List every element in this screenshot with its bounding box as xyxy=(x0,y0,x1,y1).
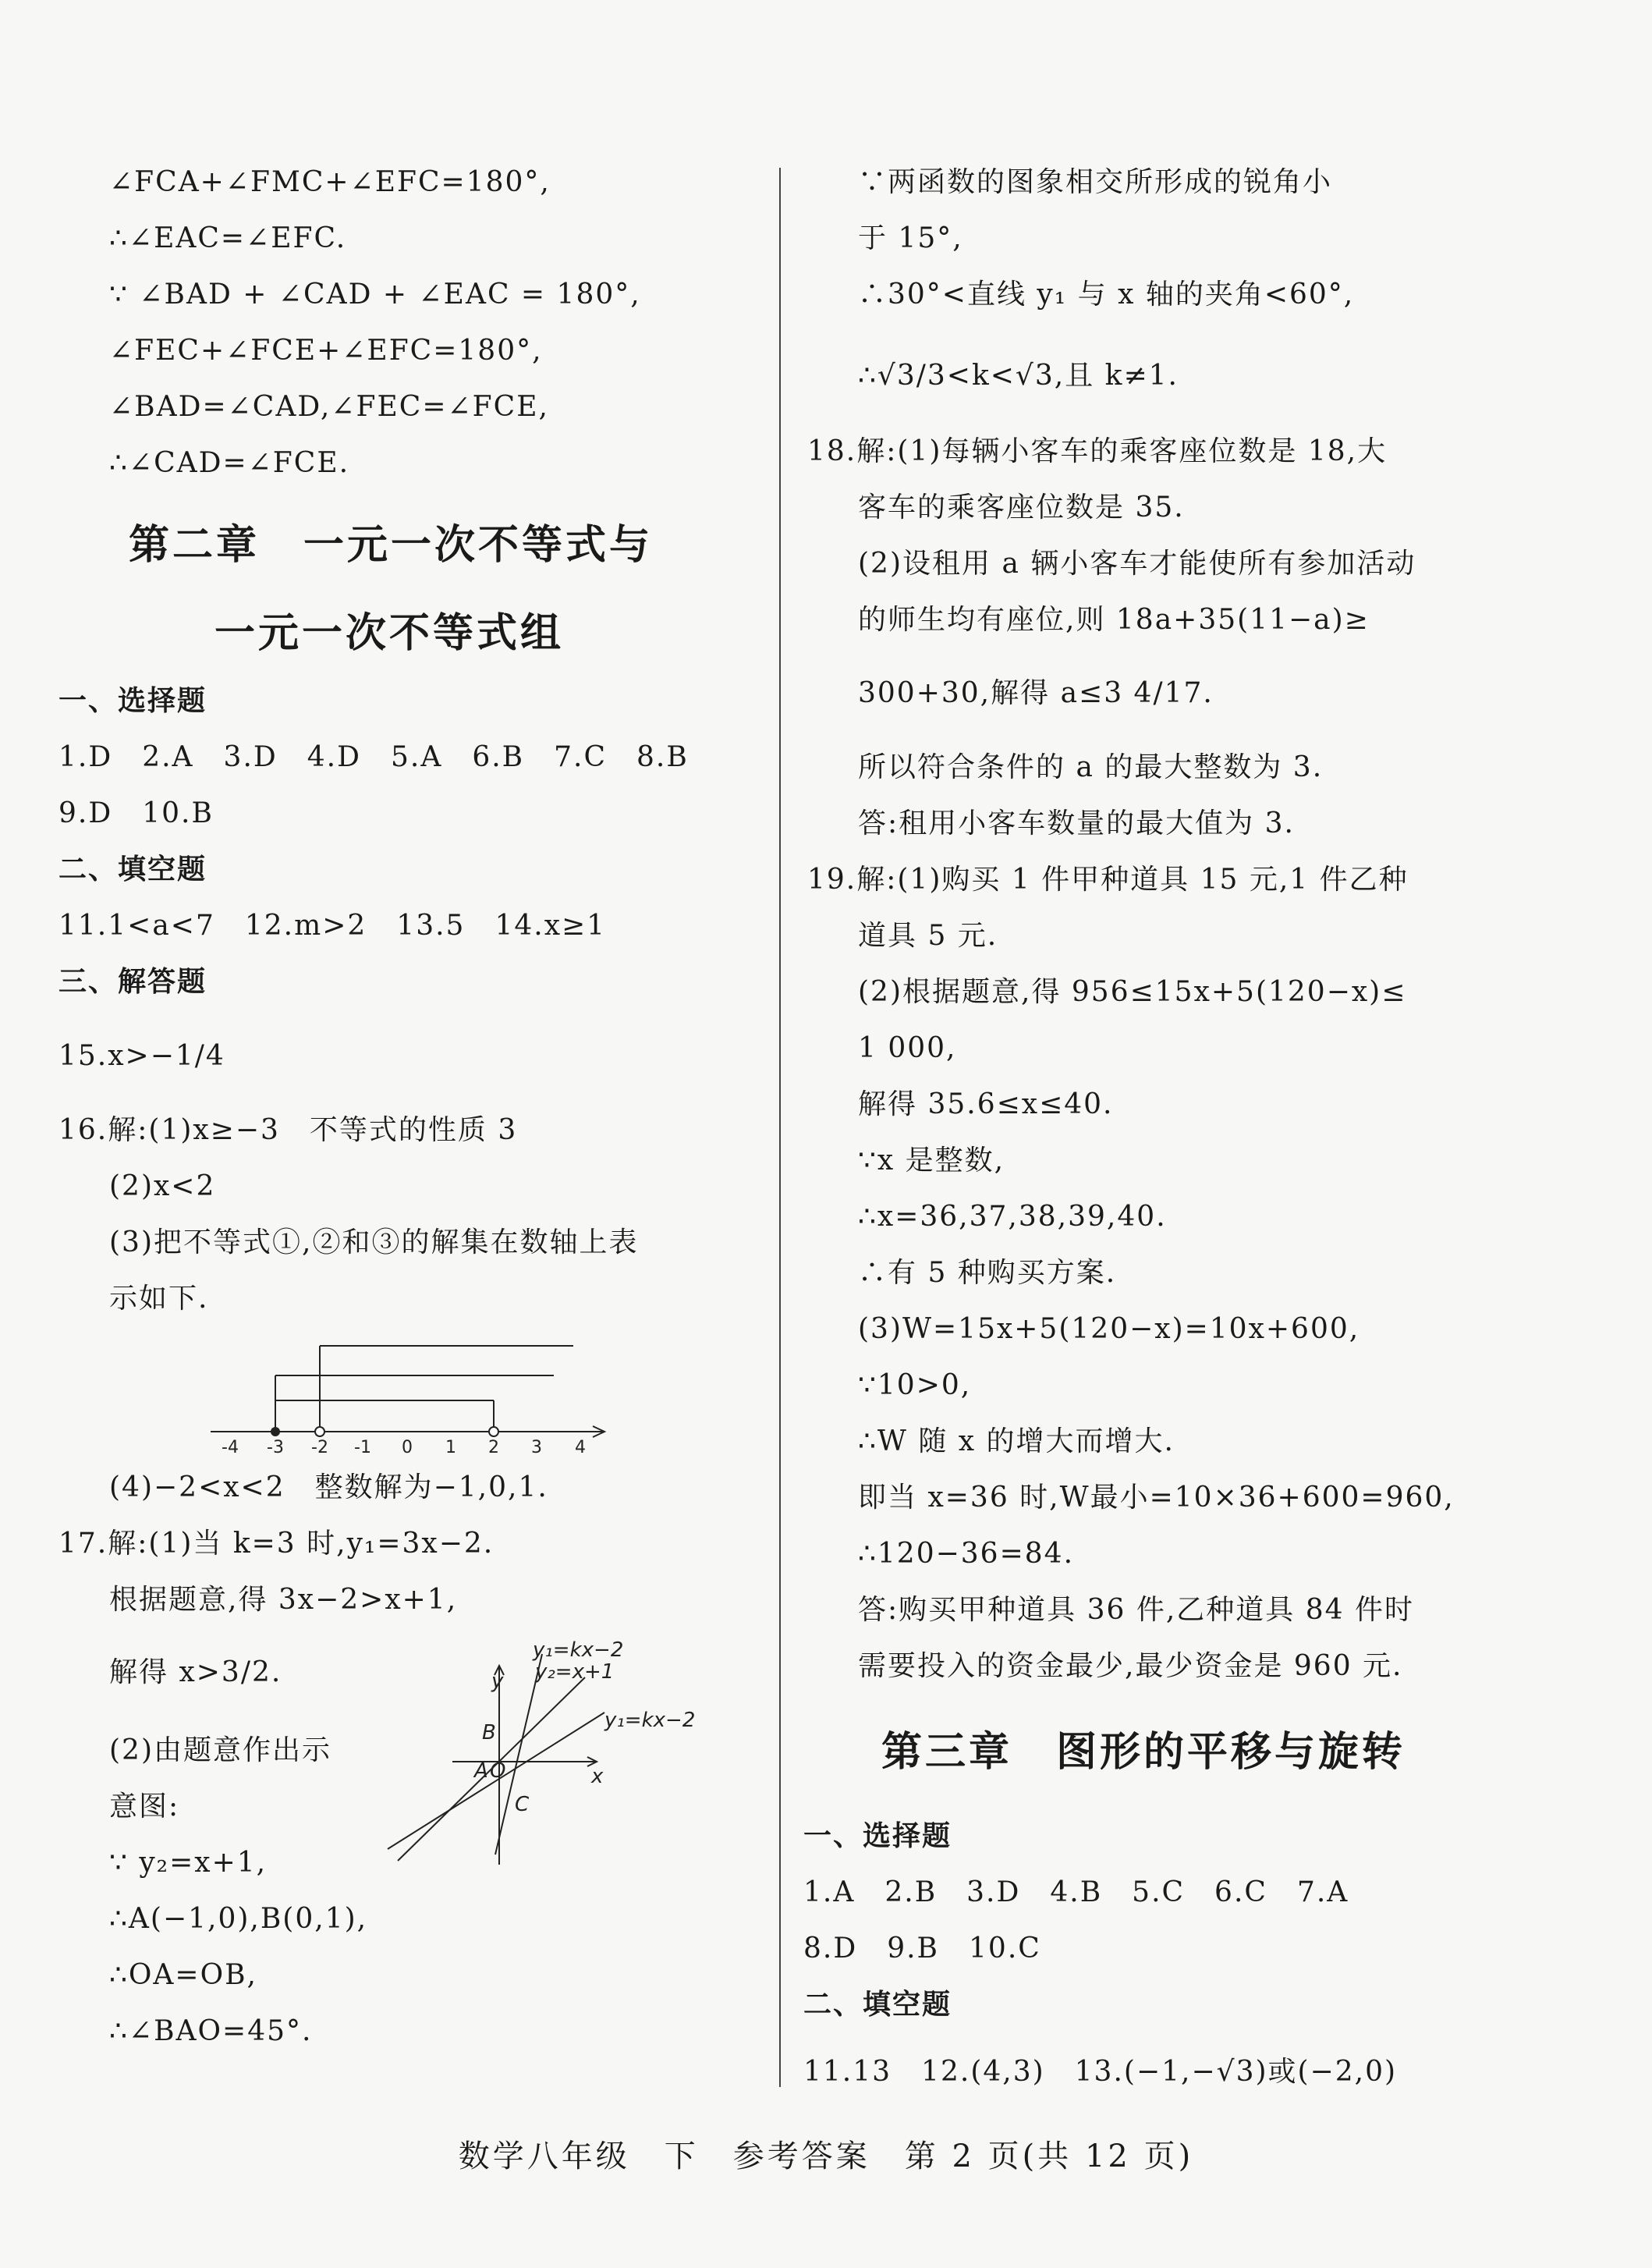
answer-line: 19.解:(1)购买 1 件甲种道具 15 元,1 件乙种 xyxy=(807,864,1409,896)
answer-line: 根据题意,得 3x−2>x+1, xyxy=(109,1584,458,1616)
filled-dot-icon xyxy=(271,1427,280,1436)
answer-line: 客车的乘客座位数是 35. xyxy=(858,492,1185,524)
section-heading: 二、填空题 xyxy=(803,1989,952,2021)
answer-line: 即当 x=36 时,W最小=10×36+600=960, xyxy=(858,1482,1455,1514)
text-line: ∠BAD=∠CAD,∠FEC=∠FCE, xyxy=(109,391,549,423)
answer-line: 11.13 12.(4,3) 13.(−1,−√3)或(−2,0) xyxy=(803,2056,1398,2088)
answer-line: 18.解:(1)每辆小客车的乘客座位数是 18,大 xyxy=(807,435,1388,467)
answer-line: 答:购买甲种道具 36 件,乙种道具 84 件时 xyxy=(858,1594,1414,1626)
answer-line: ∴A(−1,0),B(0,1), xyxy=(109,1903,368,1935)
answer-line: 16.解:(1)x≥−3 不等式的性质 3 xyxy=(58,1114,518,1146)
answer-line: ∵10>0, xyxy=(858,1369,972,1401)
answer-line: (2)x<2 xyxy=(109,1170,216,1202)
answer-line: 需要投入的资金最少,最少资金是 960 元. xyxy=(858,1650,1403,1682)
answer-line: ∴有 5 种购买方案. xyxy=(858,1257,1117,1289)
tick-label: -3 xyxy=(267,1438,284,1455)
answer-line: 1.A 2.B 3.D 4.B 5.C 6.C 7.A xyxy=(803,1876,1349,1908)
section-heading: 一、选择题 xyxy=(58,685,207,717)
point-label: B xyxy=(482,1721,496,1744)
answer-line: 300+30,解得 a≤3 4/17. xyxy=(858,677,1214,709)
text-line: ∵ ∠BAD + ∠CAD + ∠EAC = 180°, xyxy=(109,279,641,311)
tick-label: -4 xyxy=(222,1438,239,1455)
answer-line: ∴W 随 x 的增大而增大. xyxy=(858,1425,1175,1457)
tick-label: 3 xyxy=(531,1438,542,1455)
answer-line: ∴√3/3<k<√3,且 k≠1. xyxy=(858,360,1179,392)
point-label: A xyxy=(474,1759,488,1783)
text-line: ∠FCA+∠FMC+∠EFC=180°, xyxy=(109,166,551,198)
section-heading: 一、选择题 xyxy=(803,1820,952,1852)
answer-line: 1.D 2.A 3.D 4.D 5.A 6.B 7.C 8.B xyxy=(58,741,689,773)
answer-line: ∴30°<直线 y₁ 与 x 轴的夹角<60°, xyxy=(858,279,1355,311)
tick-label: 2 xyxy=(488,1438,499,1455)
tick-label: -1 xyxy=(354,1438,371,1455)
answer-line: 道具 5 元. xyxy=(858,920,998,952)
tick-label: -2 xyxy=(311,1438,328,1455)
answer-line: (2)根据题意,得 956≤15x+5(120−x)≤ xyxy=(858,976,1407,1008)
text-line: ∠FEC+∠FCE+∠EFC=180°, xyxy=(109,335,543,367)
axis-label: x xyxy=(591,1765,604,1788)
answer-line: ∵两函数的图象相交所形成的锐角小 xyxy=(858,166,1333,198)
answer-line: ∴120−36=84. xyxy=(858,1538,1075,1570)
answer-line: (2)由题意作出示 xyxy=(109,1734,331,1766)
point-label: C xyxy=(515,1793,530,1816)
answer-line: 11.1<a<7 12.m>2 13.5 14.x≥1 xyxy=(58,910,607,942)
point-label: O xyxy=(490,1759,506,1783)
answer-line: ∵x 是整数, xyxy=(858,1145,1005,1177)
text-line: ∴∠EAC=∠EFC. xyxy=(109,222,347,254)
section-heading: 三、解答题 xyxy=(58,966,207,998)
number-line-figure xyxy=(203,1330,624,1455)
answer-line: 意图: xyxy=(109,1791,180,1823)
answer-line: ∴OA=OB, xyxy=(109,1959,257,1991)
function-graph-figure xyxy=(382,1634,725,1869)
answer-line: 8.D 9.B 10.C xyxy=(803,1933,1041,1965)
answer-line: (3)把不等式①,②和③的解集在数轴上表 xyxy=(109,1226,639,1258)
answer-line: 15.x>−1/4 xyxy=(58,1040,225,1072)
tick-label: 0 xyxy=(402,1438,413,1455)
axis-label: y xyxy=(491,1670,504,1693)
chapter-2-title-2: 一元一次不等式组 xyxy=(214,610,565,657)
page-footer: 数学八年级 下 参考答案 第 2 页(共 12 页) xyxy=(458,2138,1194,2174)
answer-line: 解得 35.6≤x≤40. xyxy=(858,1088,1114,1120)
text-line: ∴∠CAD=∠FCE. xyxy=(109,447,350,479)
answer-line: 解得 x>3/2. xyxy=(109,1656,282,1688)
answer-line: 示如下. xyxy=(109,1283,209,1315)
line-label: y₂=x+1 xyxy=(535,1660,615,1684)
answer-line: 的师生均有座位,则 18a+35(11−a)≥ xyxy=(858,604,1370,636)
line-label: y₁=kx−2 xyxy=(604,1709,696,1732)
answer-line: 于 15°, xyxy=(858,222,963,254)
chapter-2-title: 第二章 一元一次不等式与 xyxy=(129,522,654,569)
answer-line: 9.D 10.B xyxy=(58,797,214,829)
chapter-3-title: 第三章 图形的平移与旋转 xyxy=(881,1729,1406,1776)
answer-line: 17.解:(1)当 k=3 时,y₁=3x−2. xyxy=(58,1528,495,1560)
answer-line: 答:租用小客车数量的最大值为 3. xyxy=(858,807,1295,839)
column-divider xyxy=(779,168,781,2087)
answer-line: ∴∠BAO=45°. xyxy=(109,2015,313,2047)
tick-label: 1 xyxy=(445,1438,456,1455)
answer-line: (2)设租用 a 辆小客车才能使所有参加活动 xyxy=(858,548,1416,580)
answer-line: (3)W=15x+5(120−x)=10x+600, xyxy=(858,1313,1360,1345)
open-dot-icon xyxy=(489,1427,498,1436)
answer-line: 1 000, xyxy=(858,1032,957,1064)
line-label: y₁=kx−2 xyxy=(533,1638,624,1662)
answer-line: ∵ y₂=x+1, xyxy=(109,1847,268,1879)
section-heading: 二、填空题 xyxy=(58,854,207,886)
answer-line: ∴x=36,37,38,39,40. xyxy=(858,1201,1167,1233)
answer-line: 所以符合条件的 a 的最大整数为 3. xyxy=(858,751,1324,783)
tick-label: 4 xyxy=(575,1438,586,1455)
open-dot-icon xyxy=(315,1427,324,1436)
answer-line: (4)−2<x<2 整数解为−1,0,1. xyxy=(109,1471,548,1503)
